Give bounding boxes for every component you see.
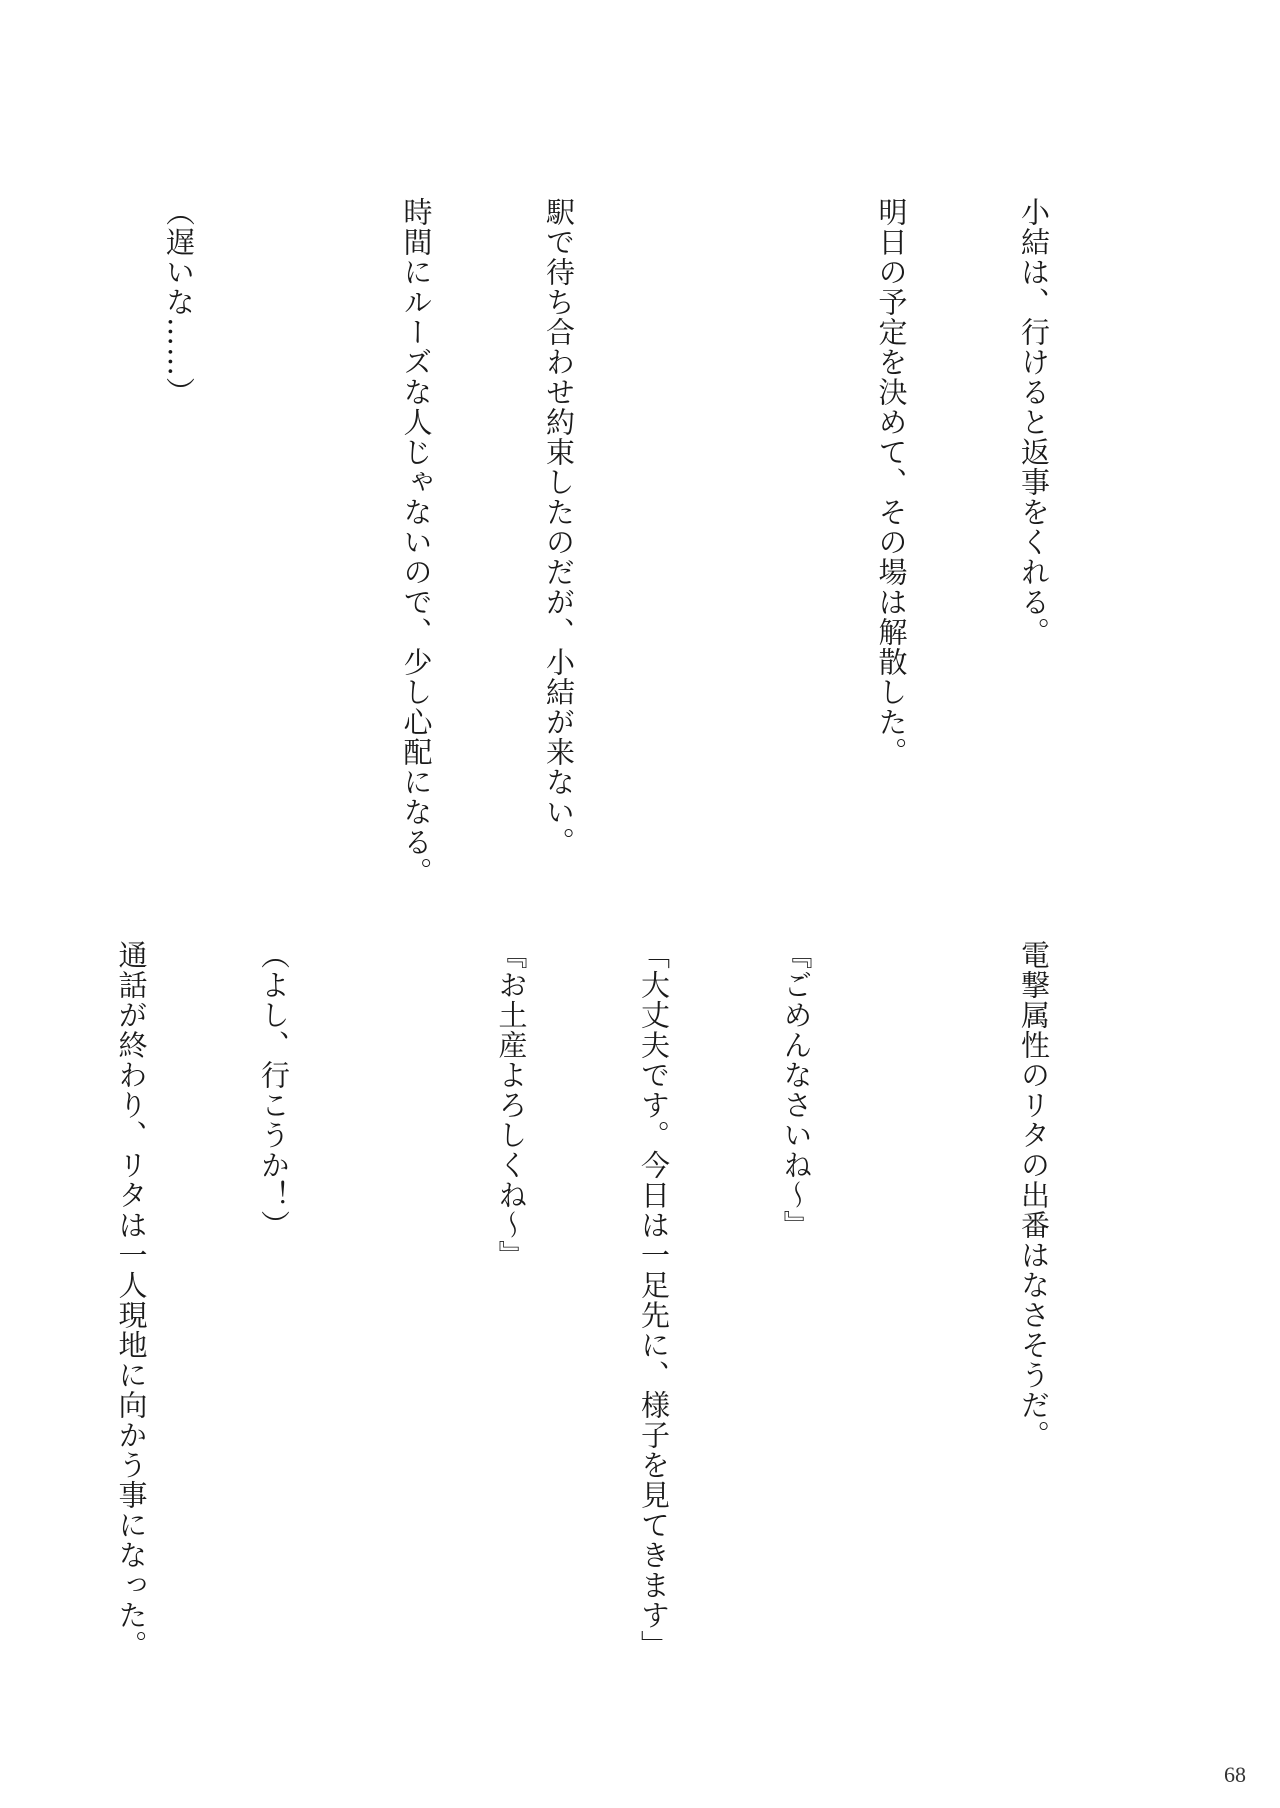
text-line: （よし、行こうか！） [257,940,291,1240]
text-line: （遅いな……） [162,197,196,407]
text-line: 通話が終わり、リタは一人現地に向かう事になった。 [114,940,149,1660]
text-line: 電撃属性のリタの出番はなさそうだ。 [1017,940,1051,1450]
page-number: 68 [1224,1762,1246,1787]
dialogue-line: 『ごめんなさいね～』 [779,940,814,1240]
text-line: 明日の予定を決めて、その場は解散した。 [874,197,909,767]
text-block-bottom [0,940,1152,1660]
text-block-top [0,197,1152,897]
text-line: 駅で待ち合わせ約束したのだが、小結が来ない。 [542,197,576,857]
dialogue-line: 『お土産よろしくね～』 [494,940,529,1270]
dialogue-line: 「大丈夫です。今日は一足先に、様子を見てきます」 [637,940,671,1660]
text-line: 小結は、行けると返事をくれる。 [1017,197,1051,647]
text-line: 時間にルーズな人じゃないので、少し心配になる。 [399,197,434,887]
